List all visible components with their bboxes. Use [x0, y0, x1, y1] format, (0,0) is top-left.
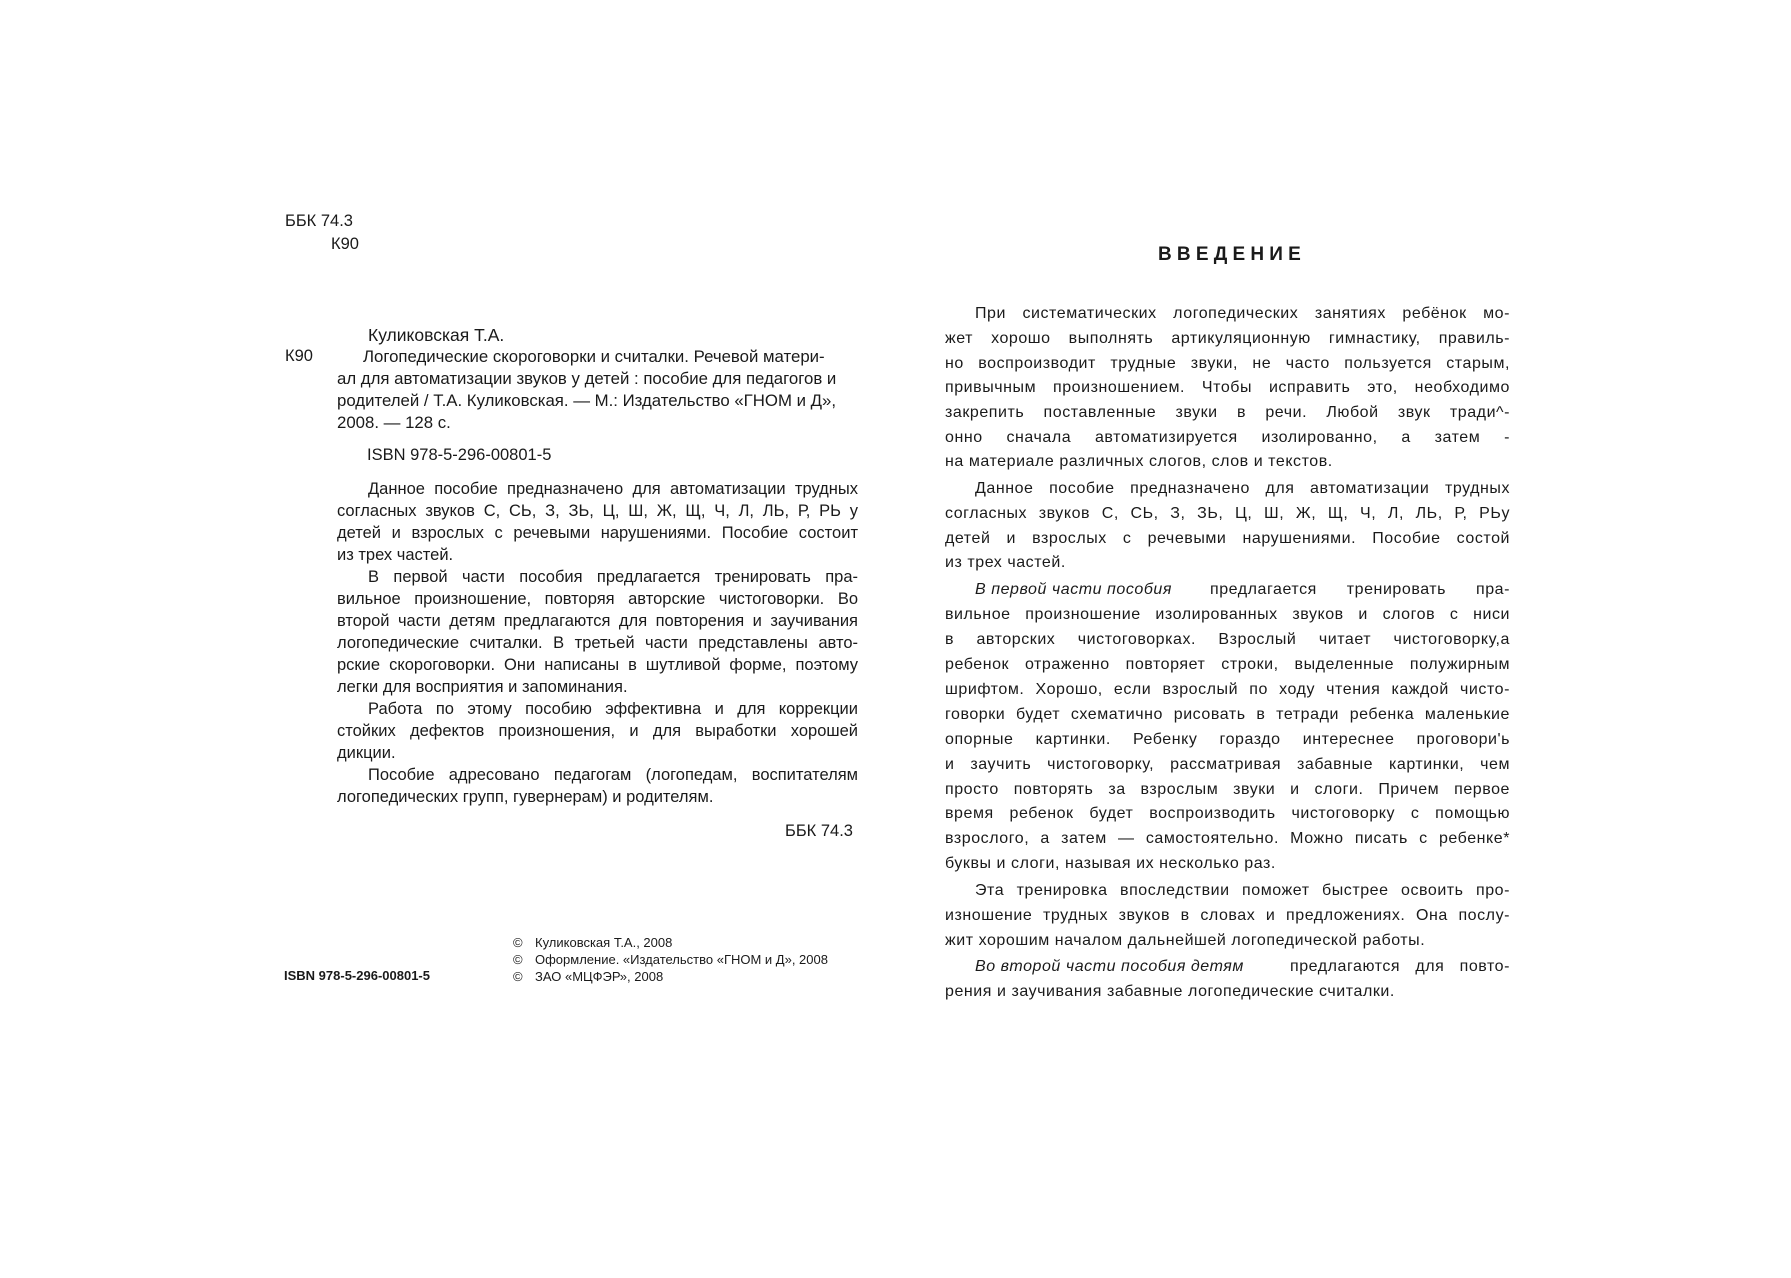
text-line: жит хорошим началом дальнейшей логопедической работы. — [945, 932, 1426, 949]
text-line: Эта тренировка впоследствии поможет быстрее освоить про- — [975, 882, 1510, 899]
copyright-text: Куликовская Т.А., 2008 — [535, 935, 673, 950]
text-line: и заучить чистоговорку, рассматривая забавные картинки, чем — [945, 756, 1510, 773]
annotation-line: логопедические считалки. В третьей части представлены авто- — [337, 634, 858, 652]
text-line: предлагается тренировать пра- — [1210, 581, 1510, 598]
author-name: Куликовская Т.А. — [368, 325, 505, 345]
bbk-bottom: ББК 74.3 — [785, 822, 853, 840]
annotation-line: согласных звуков С, СЬ, З, ЗЬ, Ц, Ш, Ж, Щ, Ч, Л, ЛЬ, Р, РЬ у — [337, 502, 858, 520]
author-code: К90 — [285, 347, 313, 365]
text-line: буквы и слоги, называя их несколько раз. — [945, 855, 1276, 872]
text-line: время ребенок будет воспроизводить чистоговорку с помощью — [945, 805, 1510, 822]
copyright-line — [513, 952, 828, 967]
text-line: из трех частей. — [945, 554, 1066, 571]
annotation-line: логопедических групп, гувернерам) и родителям. — [337, 788, 714, 806]
annotation-line: легки для восприятия и запоминания. — [337, 678, 628, 696]
right-page — [900, 0, 1791, 1278]
bbk-code: К90 — [331, 235, 359, 253]
text-line: но воспроизводит трудные звуки, не часто пользуется старым, — [945, 355, 1510, 372]
bib-line: родителей / Т.А. Куликовская. — М.: Издательство «ГНОМ и Д», — [337, 391, 836, 410]
annotation-line: рские скороговорки. Они написаны в шутливой форме, поэтому — [337, 656, 858, 674]
italic-phrase: В первой части пособия — [975, 581, 1172, 598]
bib-line: Логопедические скороговорки и считалки. Речевой матери- — [363, 347, 825, 366]
bibliographic-record — [337, 347, 858, 437]
text-line: онно сначала автоматизируется изолированно, а затем - — [945, 429, 1510, 446]
copyright-icon: © — [513, 969, 523, 984]
text-line: взрослого, а затем — самостоятельно. Можно писать с ребенке* — [945, 830, 1510, 847]
page-title: ВВЕДЕНИЕ — [1158, 244, 1306, 265]
annotation-line: Работа по этому пособию эффективна и для коррекции — [368, 700, 858, 718]
text-line: жет хорошо выполнять артикуляционную гимнастику, правиль- — [945, 330, 1510, 347]
annotation-line: Данное пособие предназначено для автоматизации трудных — [368, 480, 858, 498]
isbn-bottom: ISBN 978-5-296-00801-5 — [284, 968, 430, 983]
annotation-line: второй части детям предлагаются для повторения и заучивания — [337, 612, 858, 630]
text-line: на материале различных слогов, слов и текстов. — [945, 453, 1333, 470]
text-line: вильное произношение изолированных звуков и слогов с ниси — [945, 606, 1510, 623]
bbk-top: ББК 74.3 — [285, 212, 353, 230]
italic-phrase: Во второй части пособия детям — [975, 958, 1244, 975]
annotation-line: В первой части пособия предлагается тренировать пра- — [368, 568, 858, 586]
text-line: привычным произношением. Чтобы исправить это, необходимо — [945, 379, 1510, 396]
text-line: Данное пособие предназначено для автоматизации трудных — [975, 480, 1510, 497]
annotation-line: Пособие адресовано педагогам (логопедам, воспитателям — [368, 766, 858, 784]
bib-line: ал для автоматизации звуков у детей : пособие для педагогов и — [337, 369, 837, 388]
isbn: ISBN 978-5-296-00801-5 — [367, 446, 552, 464]
text-line: При систематических логопедических занятиях ребёнок мо- — [975, 305, 1510, 322]
bib-line: 2008. — 128 с. — [337, 413, 451, 432]
text-line: рения и заучивания забавные логопедические считалки. — [945, 983, 1395, 1000]
copyright-text: ЗАО «МЦФЭР», 2008 — [535, 969, 664, 984]
text-line: детей и взрослых с речевыми нарушениями. Пособие состой — [945, 530, 1510, 547]
annotation-line: стойких дефектов произношения, и для выработки хорошей — [337, 722, 858, 740]
text-line: шрифтом. Хорошо, если взрослый по ходу чтения каждой чисто- — [945, 681, 1510, 698]
text-line: закрепить поставленные звуки в речи. Любой звук тради^- — [945, 404, 1510, 421]
text-line: в авторских чистоговорках. Взрослый читает чистоговорку,а — [945, 631, 1510, 648]
text-line: предлагаются для повто- — [1290, 958, 1510, 975]
copyright-icon: © — [513, 952, 523, 967]
copyright-line — [513, 935, 672, 950]
copyright-line — [513, 969, 663, 984]
copyright-text: Оформление. «Издательство «ГНОМ и Д», 2008 — [535, 952, 828, 967]
annotation-line: из трех частей. — [337, 546, 454, 564]
text-line: просто повторять за взрослым звуки и слоги. Причем первое — [945, 781, 1510, 798]
text-line: согласных звуков С, СЬ, З, ЗЬ, Ц, Ш, Ж, Щ, Ч, Л, ЛЬ, Р, РЬу — [945, 505, 1510, 522]
annotation-line: вильное произношение, повторяя авторские чистоговорки. Во — [337, 590, 858, 608]
text-line: изношение трудных звуков в словах и предложениях. Она послу- — [945, 907, 1510, 924]
copyright-icon: © — [513, 935, 523, 950]
text-line: опорные картинки. Ребенку гораздо интереснее проговори'ь — [945, 731, 1510, 748]
text-line: ребенок отраженно повторяет строки, выделенные полужирным — [945, 656, 1510, 673]
text-line: говорки будет схематично рисовать в тетради ребенка маленькие — [945, 706, 1510, 723]
annotation-line: детей и взрослых с речевыми нарушениями. Пособие состоит — [337, 524, 858, 542]
annotation-line: дикции. — [337, 744, 396, 762]
